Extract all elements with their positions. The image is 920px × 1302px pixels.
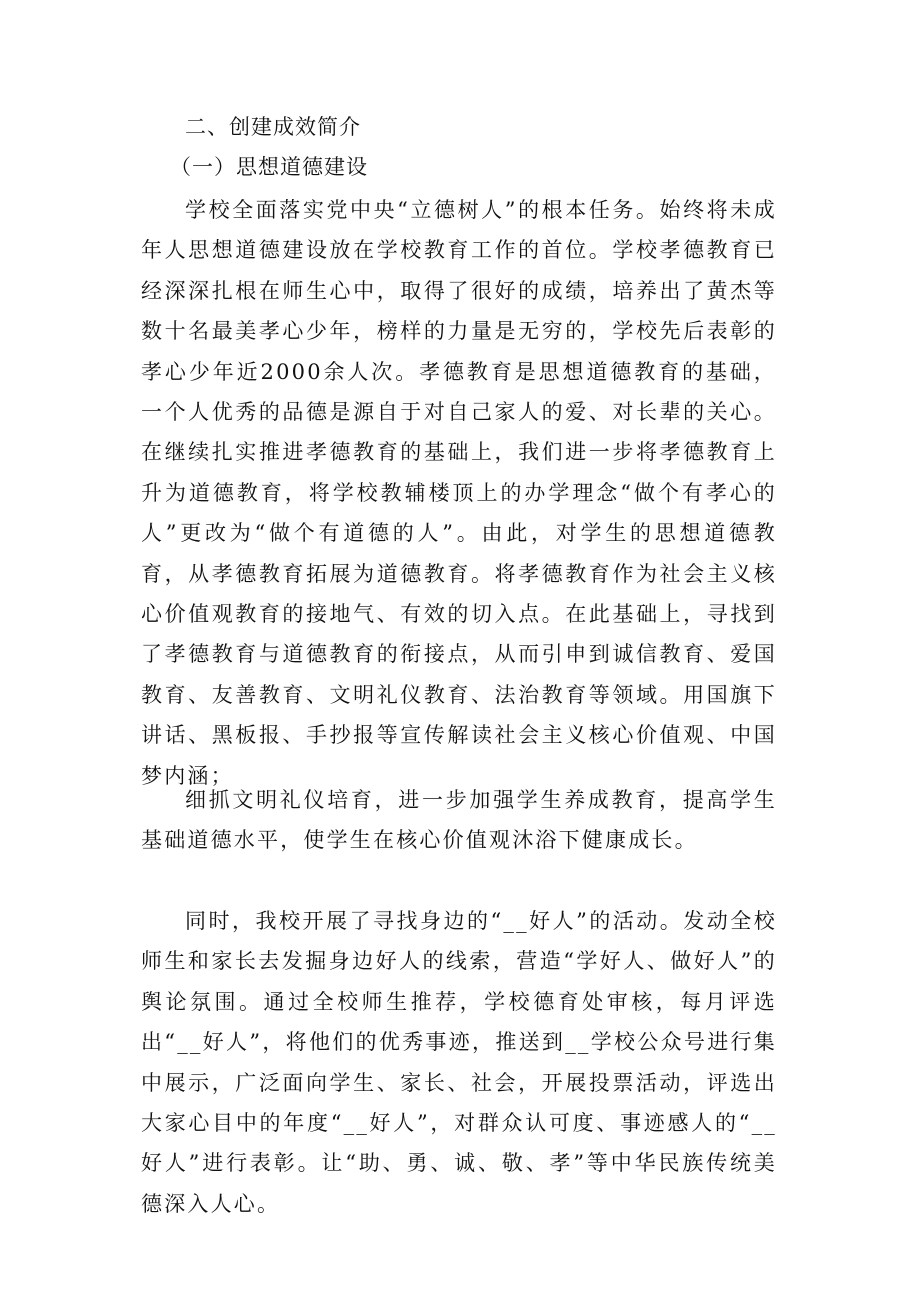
body-paragraph: 细抓文明礼仪培育，进一步加强学生养成教育，提高学生基础道德水平，使学生在核心价值观沐浴下健康成长。 [141,788,777,853]
body-paragraph: 学校全面落实党中央“立德树人”的根本任务。始终将未成年人思想道德建设放在学校教育工作的首位。学校孝德教育已经深深扎根在师生心中，取得了很好的成绩，培养出了黄杰等数十名最美孝心少年，榜样的力量是无穷的，学校先后表彰的孝心少年近2000余人次。孝德教育是思想道德教育的基础，一个人优秀的品德是源自于对自己家人的爱、对长辈的关心。在继续扎实推进孝德教育的基础上，我们进一步将孝德教育上升为道德教育，将学校教辅楼顶上的办学理念“做个有孝心的人”更改为“做个有道德的人”。由此，对学生的思想道德教育，从孝德教育拓展为道德教育。将孝德教育作为社会主义核心价值观教育的接地气、有效的切入点。在此基础上，寻找到了孝德教育与道德教育的衔接点，从而引申到诚信教育、爱国教育、友善教育、文明礼仪教育、法治教育等领域。用国旗下讲话、黑板报、手抄报等宣传解读社会主义核心价值观、中国梦内涵； [141,198,777,788]
subsection-heading: （一）思想道德建设 [170,155,368,179]
body-paragraph: 同时，我校开展了寻找身边的“__好人”的活动。发动全校师生和家长去发掘身边好人的线索，营造“学好人、做好人”的舆论氛围。通过全校师生推荐，学校德育处审核，每月评选出“__好人”，将他们的优秀事迹，推送到__学校公众号进行集中展示，广泛面向学生、家长、社会，开展投票活动，评选出大家心目中的年度“__好人”，对群众认可度、事迹感人的“__好人”进行表彰。让“助、勇、诚、敬、孝”等中华民族传统美德深入人心。 [141,909,777,1216]
section-heading: 二、创建成效简介 [185,115,361,139]
